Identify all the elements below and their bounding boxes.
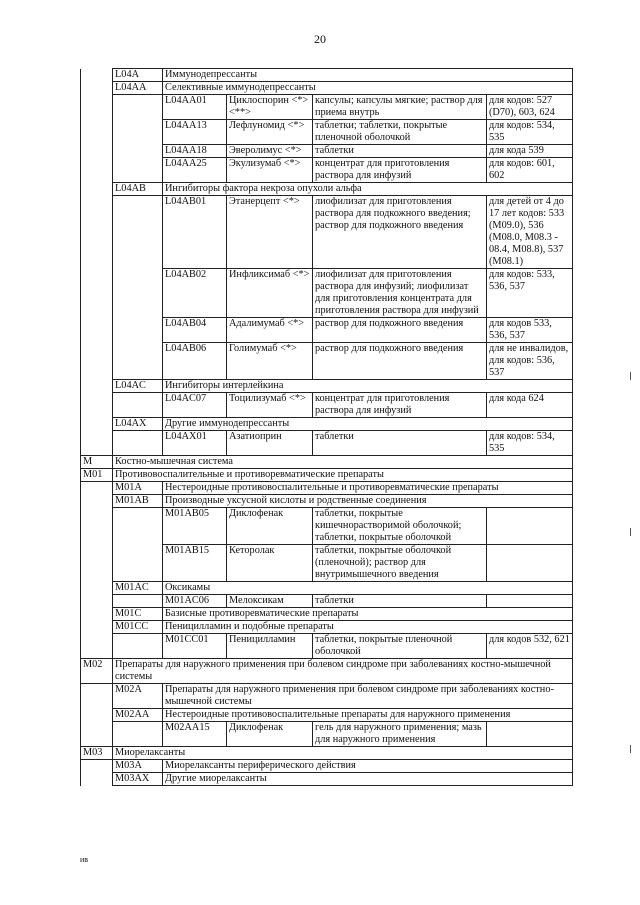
- indent-cell: [81, 482, 113, 495]
- indent-cell: [81, 95, 113, 120]
- atc-code: L04AA18: [163, 145, 227, 158]
- indent-cell: [113, 318, 163, 343]
- dosage-form: концентрат для приготовления раствора для инфузий: [313, 393, 487, 418]
- dosage-form: раствор для подкожного введения: [313, 343, 487, 380]
- subgroup-code: M01CC: [113, 621, 163, 634]
- diagnosis-codes: для кодов 533, 536, 537: [487, 318, 573, 343]
- table-row: [81, 196, 573, 269]
- subgroup-code: L04AA: [113, 82, 163, 95]
- table-row: [81, 621, 573, 634]
- medication-table: [80, 68, 573, 786]
- subgroup-code: L04AC: [113, 380, 163, 393]
- table-row: [81, 418, 573, 431]
- indent-cell: [81, 158, 113, 183]
- indent-cell: [113, 145, 163, 158]
- indent-cell: [81, 183, 113, 196]
- subgroup-name: Оксикамы: [163, 582, 573, 595]
- table-row: [81, 469, 573, 482]
- group-name: Костно-мышечная система: [113, 456, 573, 469]
- atc-code: M01AB05: [163, 508, 227, 545]
- subgroup-name: Селективные иммунодепрессанты: [163, 82, 573, 95]
- table-row: [81, 69, 573, 82]
- table-row: [81, 722, 573, 747]
- indent-cell: [81, 634, 113, 659]
- atc-code: L04AB01: [163, 196, 227, 269]
- indent-cell: [113, 343, 163, 380]
- dosage-form: лиофилизат для приготовления раствора для подкожного введения; раствор для подкожного введения: [313, 196, 487, 269]
- indent-cell: [113, 634, 163, 659]
- diagnosis-codes: для не инвалидов, для кодов: 536, 537: [487, 343, 573, 380]
- table-row: [81, 183, 573, 196]
- indent-cell: [81, 608, 113, 621]
- indent-cell: [113, 95, 163, 120]
- indent-cell: [81, 431, 113, 456]
- diagnosis-codes: для кода 624: [487, 393, 573, 418]
- subgroup-name: Нестероидные противовоспалительные препараты для наружного применения: [163, 709, 573, 722]
- indent-cell: [81, 582, 113, 595]
- subgroup-name: Ингибиторы интерлейкина: [163, 380, 573, 393]
- indent-cell: [81, 773, 113, 786]
- diagnosis-codes: [487, 595, 573, 608]
- table-row: [81, 393, 573, 418]
- diagnosis-codes: для кодов: 534, 535: [487, 431, 573, 456]
- atc-code: M02AA15: [163, 722, 227, 747]
- dosage-form: таблетки; таблетки, покрытые пленочной оболочкой: [313, 120, 487, 145]
- table-row: [81, 747, 573, 760]
- indent-cell: [81, 709, 113, 722]
- table-row: [81, 95, 573, 120]
- atc-code: L04AA13: [163, 120, 227, 145]
- drug-name: Циклоспорин <*> <**>: [227, 95, 313, 120]
- table-row: [81, 684, 573, 709]
- indent-cell: [113, 158, 163, 183]
- indent-cell: [81, 495, 113, 508]
- table-row: [81, 145, 573, 158]
- dosage-form: гель для наружного применения; мазь для наружного применения: [313, 722, 487, 747]
- indent-cell: [81, 722, 113, 747]
- subgroup-name: Ингибиторы фактора некроза опухоли альфа: [163, 183, 573, 196]
- indent-cell: [81, 760, 113, 773]
- subgroup-code: M02AA: [113, 709, 163, 722]
- dosage-form: таблетки, покрытые оболочкой (пленочной); раствор для внутримышечного введения: [313, 545, 487, 582]
- subgroup-code: M02A: [113, 684, 163, 709]
- indent-cell: [81, 393, 113, 418]
- table-row: [81, 709, 573, 722]
- table-row: [81, 595, 573, 608]
- subgroup-name: Другие иммунодепрессанты: [163, 418, 573, 431]
- diagnosis-codes: для кода 539: [487, 145, 573, 158]
- dosage-form: лиофилизат для приготовления раствора для инфузий; лиофилизат для приготовления концентрата для приготовления раствора для инфузий: [313, 269, 487, 318]
- table-row: [81, 508, 573, 545]
- table-row: [81, 482, 573, 495]
- subgroup-code: L04AB: [113, 183, 163, 196]
- indent-cell: [81, 196, 113, 269]
- atc-code: L04AA01: [163, 95, 227, 120]
- dosage-form: раствор для подкожного введения: [313, 318, 487, 343]
- drug-name: Эверолимус <*>: [227, 145, 313, 158]
- atc-code: L04AA25: [163, 158, 227, 183]
- diagnosis-codes: [487, 545, 573, 582]
- indent-cell: [81, 69, 113, 82]
- drug-name: Азатиоприн: [227, 431, 313, 456]
- subgroup-name: Иммунодепрессанты: [163, 69, 573, 82]
- subgroup-code: M01C: [113, 608, 163, 621]
- table-row: [81, 582, 573, 595]
- drug-name: Экулизумаб <*>: [227, 158, 313, 183]
- indent-cell: [113, 431, 163, 456]
- subgroup-code: M03A: [113, 760, 163, 773]
- dosage-form: таблетки: [313, 595, 487, 608]
- drug-name: Диклофенак: [227, 722, 313, 747]
- group-name: Препараты для наружного применения при болевом синдроме при заболеваниях костно-мышечной системы: [113, 659, 573, 684]
- diagnosis-codes: для кодов 532, 621: [487, 634, 573, 659]
- diagnosis-codes: [487, 722, 573, 747]
- subgroup-name: Пеницилламин и подобные препараты: [163, 621, 573, 634]
- margin-mark: [630, 528, 631, 536]
- diagnosis-codes: для кодов: 533, 536, 537: [487, 269, 573, 318]
- atc-code: M01AC06: [163, 595, 227, 608]
- dosage-form: таблетки: [313, 145, 487, 158]
- group-name: Противовоспалительные и противоревматические препараты: [113, 469, 573, 482]
- table-row: [81, 495, 573, 508]
- indent-cell: [81, 418, 113, 431]
- diagnosis-codes: для детей от 4 до 17 лет кодов: 533 (M09.0), 536 (M08.0, M08.3 - 08.4, M08.8), 537 (M08.1): [487, 196, 573, 269]
- drug-name: Этанерцепт <*>: [227, 196, 313, 269]
- table-row: [81, 634, 573, 659]
- table-row: [81, 120, 573, 145]
- table-row: [81, 773, 573, 786]
- drug-name: Тоцилизумаб <*>: [227, 393, 313, 418]
- indent-cell: [81, 595, 113, 608]
- subgroup-name: Нестероидные противовоспалительные и противоревматические препараты: [163, 482, 573, 495]
- indent-cell: [81, 120, 113, 145]
- atc-code: L04AB02: [163, 269, 227, 318]
- table-row: [81, 343, 573, 380]
- drug-name: Голимумаб <*>: [227, 343, 313, 380]
- margin-mark: [630, 745, 631, 753]
- table-row: [81, 269, 573, 318]
- table-row: [81, 760, 573, 773]
- subgroup-code: L04AX: [113, 418, 163, 431]
- atc-code: M01CC01: [163, 634, 227, 659]
- group-code: M: [81, 456, 113, 469]
- diagnosis-codes: для кодов: 601, 602: [487, 158, 573, 183]
- drug-name: Мелоксикам: [227, 595, 313, 608]
- table-row: [81, 158, 573, 183]
- table-row: [81, 431, 573, 456]
- footer-mark: ив: [80, 855, 89, 864]
- atc-code: L04AC07: [163, 393, 227, 418]
- table-row: [81, 456, 573, 469]
- indent-cell: [113, 393, 163, 418]
- drug-name: Пеницилламин: [227, 634, 313, 659]
- indent-cell: [81, 318, 113, 343]
- indent-cell: [81, 684, 113, 709]
- indent-cell: [113, 120, 163, 145]
- indent-cell: [113, 722, 163, 747]
- indent-cell: [81, 508, 113, 545]
- atc-code: L04AB06: [163, 343, 227, 380]
- indent-cell: [113, 196, 163, 269]
- indent-cell: [113, 508, 163, 545]
- diagnosis-codes: [487, 508, 573, 545]
- dosage-form: таблетки, покрытые кишечнорастворимой оболочкой; таблетки, покрытые оболочкой: [313, 508, 487, 545]
- indent-cell: [113, 595, 163, 608]
- drug-name: Кеторолак: [227, 545, 313, 582]
- dosage-form: таблетки: [313, 431, 487, 456]
- drug-name: Диклофенак: [227, 508, 313, 545]
- drug-name: Адалимумаб <*>: [227, 318, 313, 343]
- indent-cell: [81, 621, 113, 634]
- subgroup-name: Базисные противоревматические препараты: [163, 608, 573, 621]
- table-row: [81, 608, 573, 621]
- atc-code: L04AX01: [163, 431, 227, 456]
- indent-cell: [81, 145, 113, 158]
- group-code: M03: [81, 747, 113, 760]
- page-number: 20: [314, 32, 326, 46]
- atc-code: L04AB04: [163, 318, 227, 343]
- subgroup-code: M01AB: [113, 495, 163, 508]
- diagnosis-codes: для кодов: 534, 535: [487, 120, 573, 145]
- diagnosis-codes: для кодов: 527 (D70), 603, 624: [487, 95, 573, 120]
- indent-cell: [81, 269, 113, 318]
- indent-cell: [81, 343, 113, 380]
- drug-name: Лефлуномид <*>: [227, 120, 313, 145]
- group-code: M02: [81, 659, 113, 684]
- table-row: [81, 82, 573, 95]
- dosage-form: концентрат для приготовления раствора для инфузий: [313, 158, 487, 183]
- dosage-form: таблетки, покрытые пленочной оболочкой: [313, 634, 487, 659]
- table-row: [81, 318, 573, 343]
- drug-name: Инфликсимаб <*>: [227, 269, 313, 318]
- group-code: M01: [81, 469, 113, 482]
- table-row: [81, 545, 573, 582]
- subgroup-name: Другие миорелаксанты: [163, 773, 573, 786]
- subgroup-name: Производные уксусной кислоты и родственные соединения: [163, 495, 573, 508]
- subgroup-code: L04A: [113, 69, 163, 82]
- indent-cell: [113, 269, 163, 318]
- table-row: [81, 380, 573, 393]
- subgroup-code: M03AX: [113, 773, 163, 786]
- indent-cell: [81, 82, 113, 95]
- dosage-form: капсулы; капсулы мягкие; раствор для приема внутрь: [313, 95, 487, 120]
- margin-mark: [630, 372, 631, 380]
- table-row: [81, 659, 573, 684]
- atc-code: M01AB15: [163, 545, 227, 582]
- subgroup-code: M01A: [113, 482, 163, 495]
- subgroup-name: Препараты для наружного применения при болевом синдроме при заболеваниях костно-мышечной системы: [163, 684, 573, 709]
- indent-cell: [113, 545, 163, 582]
- indent-cell: [81, 545, 113, 582]
- subgroup-code: M01AC: [113, 582, 163, 595]
- subgroup-name: Миорелаксанты периферического действия: [163, 760, 573, 773]
- indent-cell: [81, 380, 113, 393]
- group-name: Миорелаксанты: [113, 747, 573, 760]
